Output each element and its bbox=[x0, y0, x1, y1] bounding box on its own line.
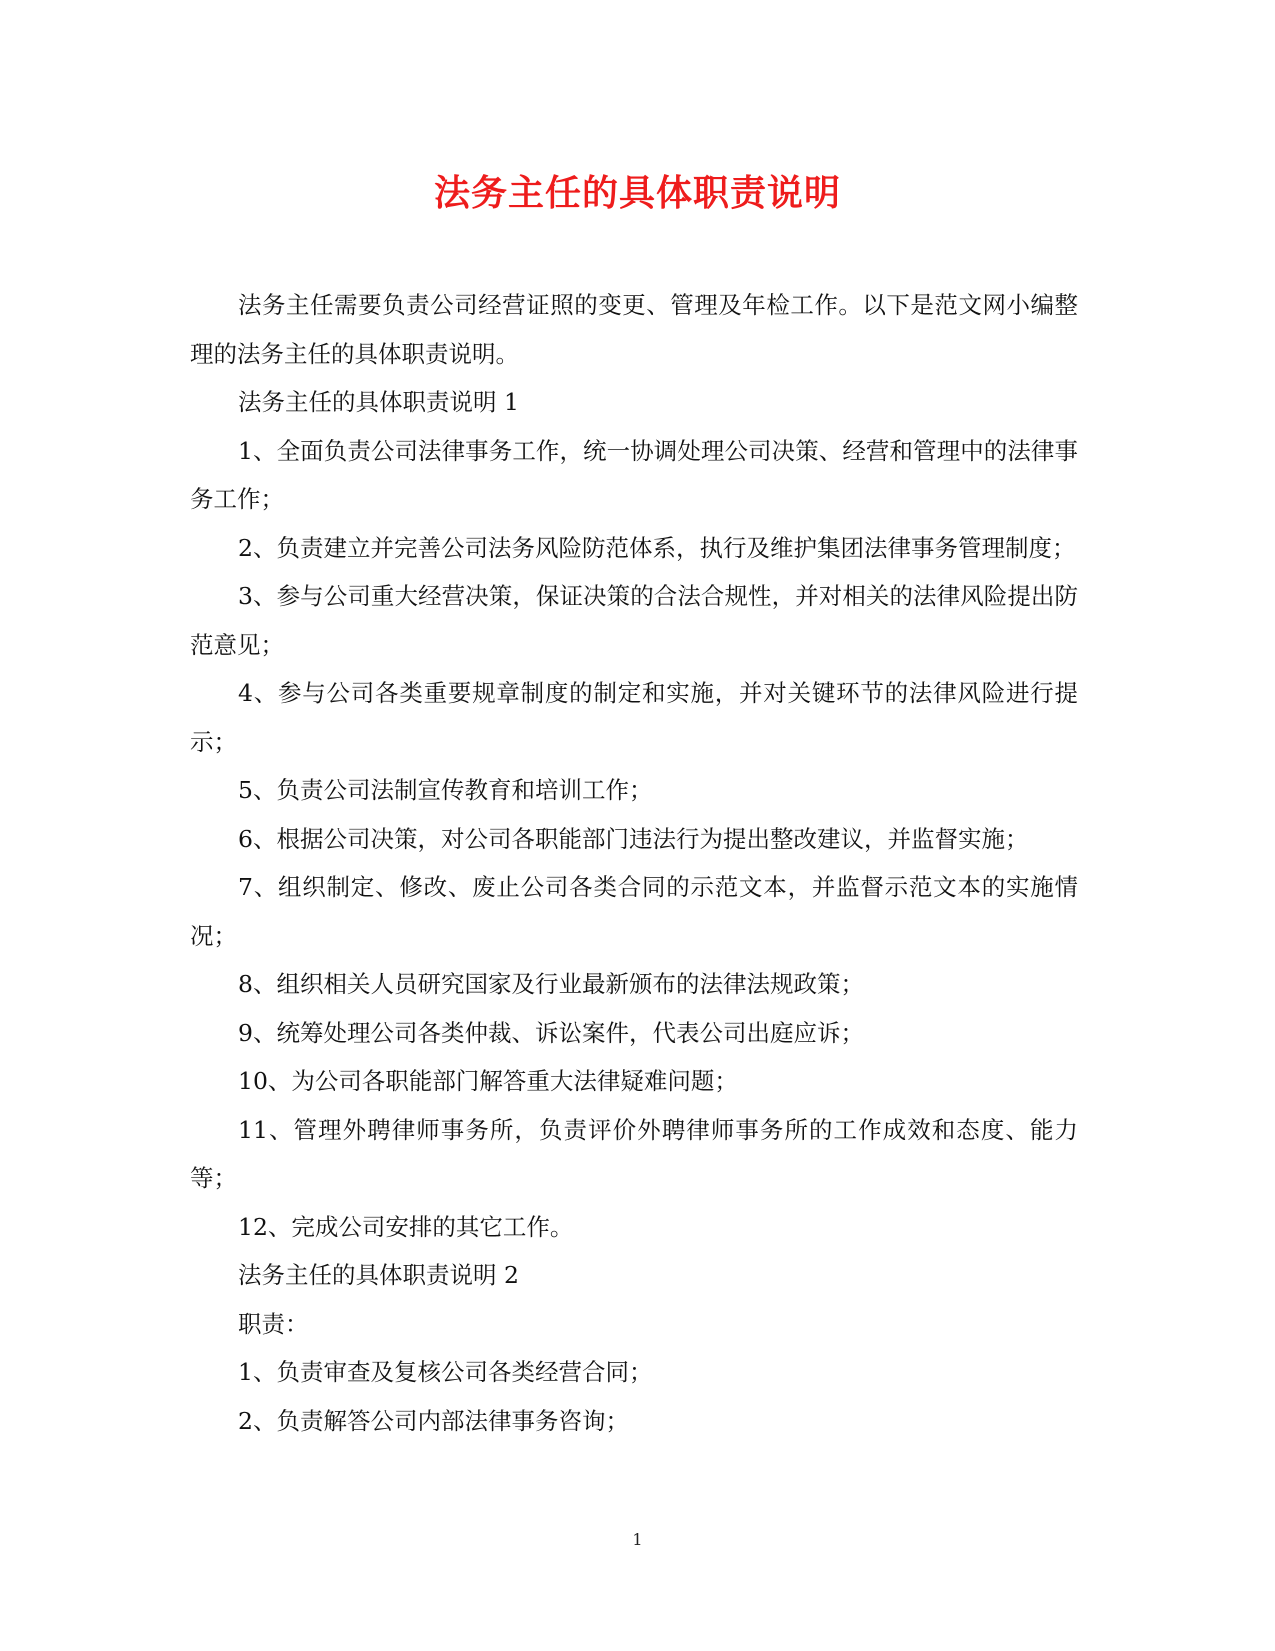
list-item: 6、根据公司决策，对公司各职能部门违法行为提出整改建议，并监督实施； bbox=[238, 824, 1029, 853]
list-item: 12、完成公司安排的其它工作。 bbox=[238, 1212, 574, 1241]
list-item: 10、为公司各职能部门解答重大法律疑难问题； bbox=[238, 1067, 738, 1095]
list-item: 1、全面负责公司法律事务工作，统一协调处理公司决策、经营和管理中的法律事务工作； bbox=[190, 436, 1078, 513]
page-number: 1 bbox=[632, 1530, 643, 1549]
list-item: 7、组织制定、修改、废止公司各类合同的示范文本，并监督示范文本的实施情况； bbox=[190, 873, 1078, 950]
section-heading-2: 法务主任的具体职责说明 2 bbox=[238, 1261, 519, 1289]
document-title: 法务主任的具体职责说明 bbox=[433, 172, 841, 214]
list-item: 9、统筹处理公司各类仲裁、诉讼案件，代表公司出庭应诉； bbox=[238, 1018, 864, 1047]
list-item: 2、负责解答公司内部法律事务咨询； bbox=[238, 1406, 629, 1435]
section-heading-1: 法务主任的具体职责说明 1 bbox=[238, 388, 519, 416]
list-item: 4、参与公司各类重要规章制度的制定和实施，并对关键环节的法律风险进行提示； bbox=[190, 679, 1078, 756]
list-item: 1、负责审查及复核公司各类经营合同； bbox=[238, 1358, 653, 1386]
list-item: 2、负责建立并完善公司法务风险防范体系，执行及维护集团法律事务管理制度； bbox=[238, 533, 1076, 562]
list-item: 5、负责公司法制宣传教育和培训工作； bbox=[238, 776, 653, 804]
intro-paragraph: 法务主任需要负责公司经营证照的变更、管理及年检工作。以下是范文网小编整理的法务主任的具体职责说明。 bbox=[190, 291, 1078, 368]
document-body bbox=[190, 281, 1078, 1445]
list-item: 8、组织相关人员研究国家及行业最新颁布的法律法规政策； bbox=[238, 970, 864, 998]
subheading-duties: 职责： bbox=[238, 1309, 309, 1338]
list-item: 3、参与公司重大经营决策，保证决策的合法合规性，并对相关的法律风险提出防范意见； bbox=[190, 582, 1078, 659]
list-item: 11、管理外聘律师事务所，负责评价外聘律师事务所的工作成效和态度、能力等； bbox=[190, 1115, 1078, 1192]
